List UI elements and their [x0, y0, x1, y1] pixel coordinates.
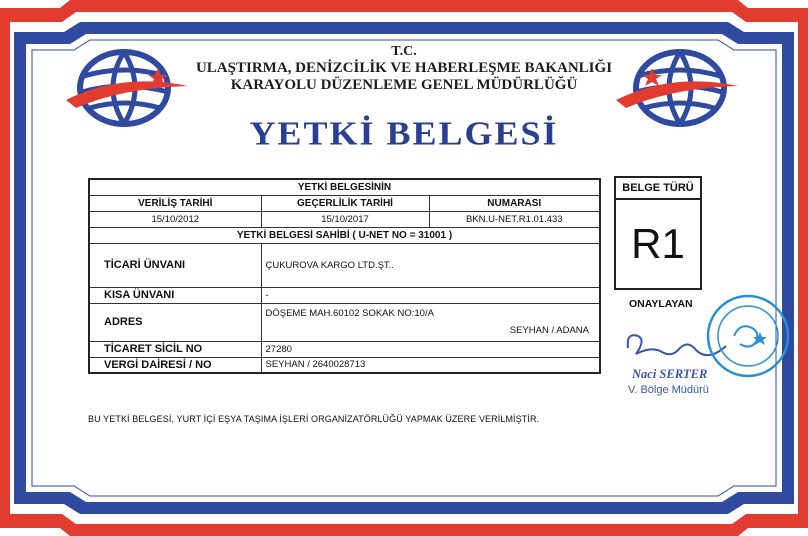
- signer-title: V. Bölge Müdürü: [628, 384, 709, 396]
- document-type-value: R1: [631, 220, 685, 267]
- registry-label: TİCARET SİCİL NO: [89, 341, 261, 357]
- col-number: NUMARASI: [429, 195, 600, 211]
- number-value: BKN.U-NET.R1.01.433: [429, 211, 600, 227]
- official-stamp: [698, 288, 808, 388]
- signer-name: Naci SERTER: [632, 367, 708, 381]
- header-directorate: KARAYOLU DÜZENLEME GENEL MÜDÜRLÜĞÜ: [230, 77, 578, 93]
- trade-name-value: ÇUKUROVA KARGO LTD.ŞT..: [261, 243, 600, 287]
- address-label: ADRES: [89, 303, 261, 341]
- header-tc: T.C.: [391, 44, 417, 59]
- document-type-box: [614, 176, 702, 290]
- col-valid-date: GEÇERLİLİK TARİHİ: [261, 195, 429, 211]
- document-type-title: BELGE TÜRÜ: [616, 178, 700, 200]
- valid-date-value: 15/10/2017: [261, 211, 429, 227]
- document-title: YETKİ BELGESİ: [249, 114, 559, 152]
- tax-office-value: SEYHAN / 2640028713: [261, 357, 600, 373]
- holder-title: YETKİ BELGESİ SAHİBİ ( U-NET NO = 31001 ): [89, 227, 600, 243]
- issue-date-value: 15/10/2012: [89, 211, 261, 227]
- address-line1: DÖŞEME MAH.60102 SOKAK NO:10/A: [265, 308, 434, 319]
- issuer-header: [0, 44, 808, 94]
- short-name-label: KISA ÜNVANI: [89, 287, 261, 303]
- address-line2: SEYHAN / ADANA: [509, 325, 589, 336]
- address-value: [261, 303, 600, 341]
- col-issue-date: VERİLİŞ TARİHİ: [89, 195, 261, 211]
- header-ministry: ULAŞTIRMA, DENİZCİLİK VE HABERLEŞME BAKANLIĞI: [195, 60, 613, 76]
- registry-value: 27280: [261, 341, 600, 357]
- approver-label: ONAYLAYAN: [629, 298, 693, 310]
- trade-name-label: TİCARİ ÜNVANI: [89, 243, 261, 287]
- certificate-table: [88, 178, 601, 374]
- footnote-text: BU YETKİ BELGESİ, YURT İÇİ EŞYA TAŞIMA İŞLERİ ORGANİZATÖRLÜĞÜ YAPMAK ÜZERE VERİLMİŞTİR.: [88, 414, 540, 424]
- short-name-value: -: [261, 287, 600, 303]
- tax-office-label: VERGİ DAİRESİ / NO: [89, 357, 261, 373]
- section-title: YETKİ BELGESİNİN: [89, 179, 600, 195]
